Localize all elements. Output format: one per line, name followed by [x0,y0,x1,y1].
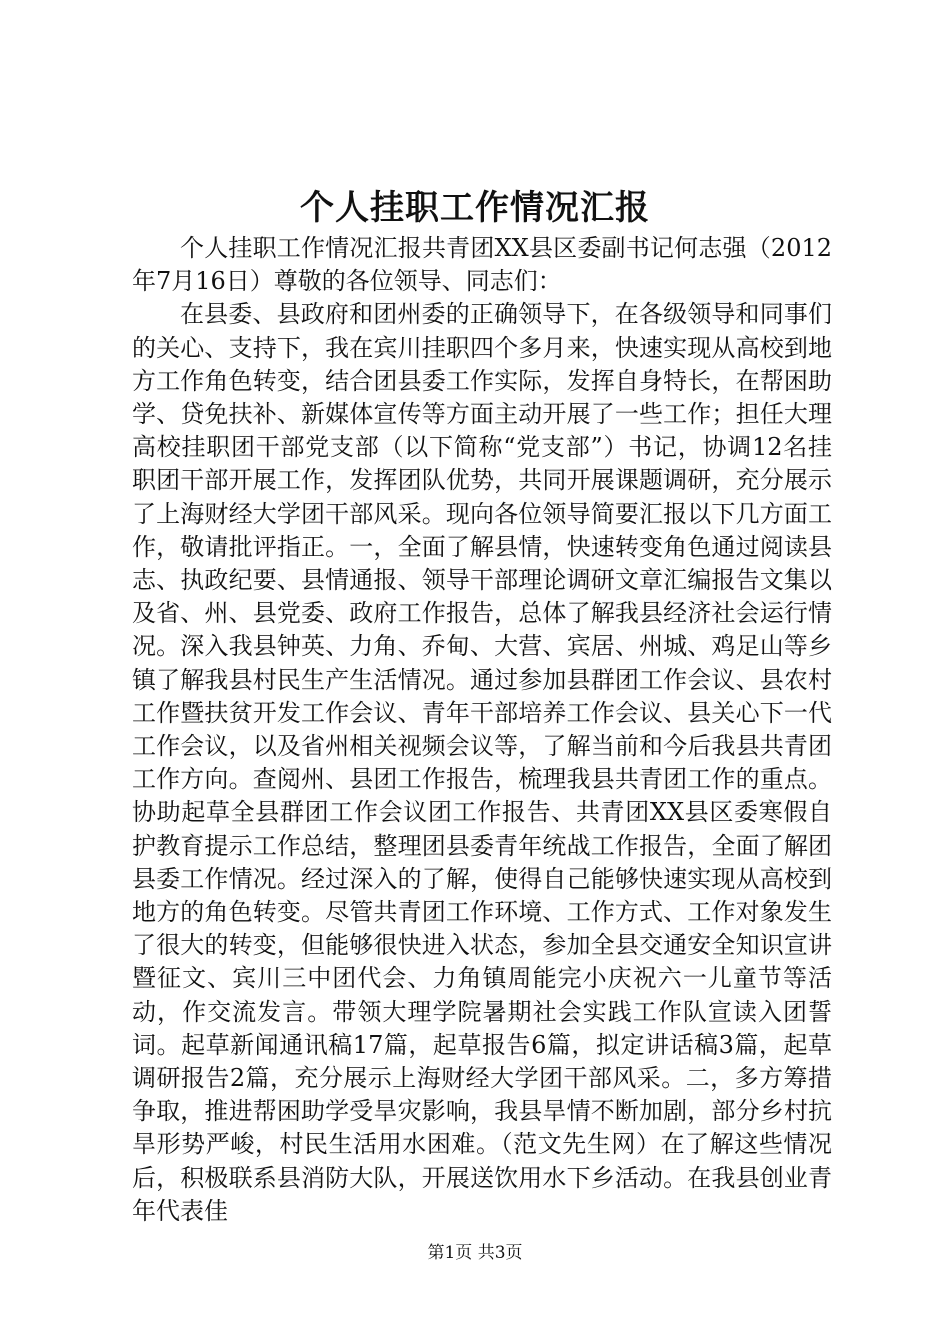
document-title: 个人挂职工作情况汇报 [300,188,650,228]
paragraph-intro: 个人挂职工作情况汇报共青团XX县区委副书记何志强（2012年7月16日）尊敬的各位领导、同志们： [132,234,832,296]
page-footer: 第1页 共3页 [427,1243,523,1263]
paragraph-main: 在县委、县政府和团州委的正确领导下，在各级领导和同事们的关心、支持下，我在宾川挂职四个多月来，快速实现从高校到地方工作角色转变，结合团县委工作实际，发挥自身特长，在帮困助学、贷免扶补、新媒体宣传等方面主动开展了一些工作；担任大理高校挂职团干部党支部（以下简称“党支部”）书记，协调12名挂职团干部开展工作，发挥团队优势，共同开展课题调研，充分展示了上海财经大学团干部风采。现向各位领导简要汇报以下几方面工作，敬请批评指正。一，全面了解县情，快速转变角色通过阅读县志、执政纪要、县情通报、领导干部理论调研文章汇编报告文集以及省、州、县党委、政府工作报告，总体了解我县经济社会运行情况。深入我县钟英、力角、乔甸、大营、宾居、州城、鸡足山等乡镇了解我县村民生产生活情况。通过参加县群团工作会议、县农村工作暨扶贫开发工作会议、青年干部培养工作会议、县关心下一代工作会议，以及省州相关视频会议等，了解当前和今后我县共青团工作方向。查阅州、县团工作报告，梳理我县共青团工作的重点。协助起草全县群团工作会议团工作报告、共青团XX县区委寒假自护教育提示工作总结，整理团县委青年统战工作报告，全面了解团县委工作情况。经过深入的了解，使得自己能够快速实现从高校到地方的角色转变。尽管共青团工作环境、工作方式、工作对象发生了很大的转变，但能够很快进入状态，参加全县交通安全知识宣讲暨征文、宾川三中团代会、力角镇周能完小庆祝六一儿童节等活动，作交流发言。带领大理学院暑期社会实践工作队宣读入团誓词。起草新闻通讯稿17篇，起草报告6篇，拟定讲话稿3篇，起草调研报告2篇，充分展示上海财经大学团干部风采。二，多方筹措争取，推进帮困助学受旱灾影响，我县旱情不断加剧，部分乡村抗旱形势严峻，村民生活用水困难。（范文先生网）在了解这些情况后，积极联系县消防大队，开展送饮用水下乡活动。在我县创业青年代表佳 [132,300,832,1225]
document-body [132,232,832,1228]
